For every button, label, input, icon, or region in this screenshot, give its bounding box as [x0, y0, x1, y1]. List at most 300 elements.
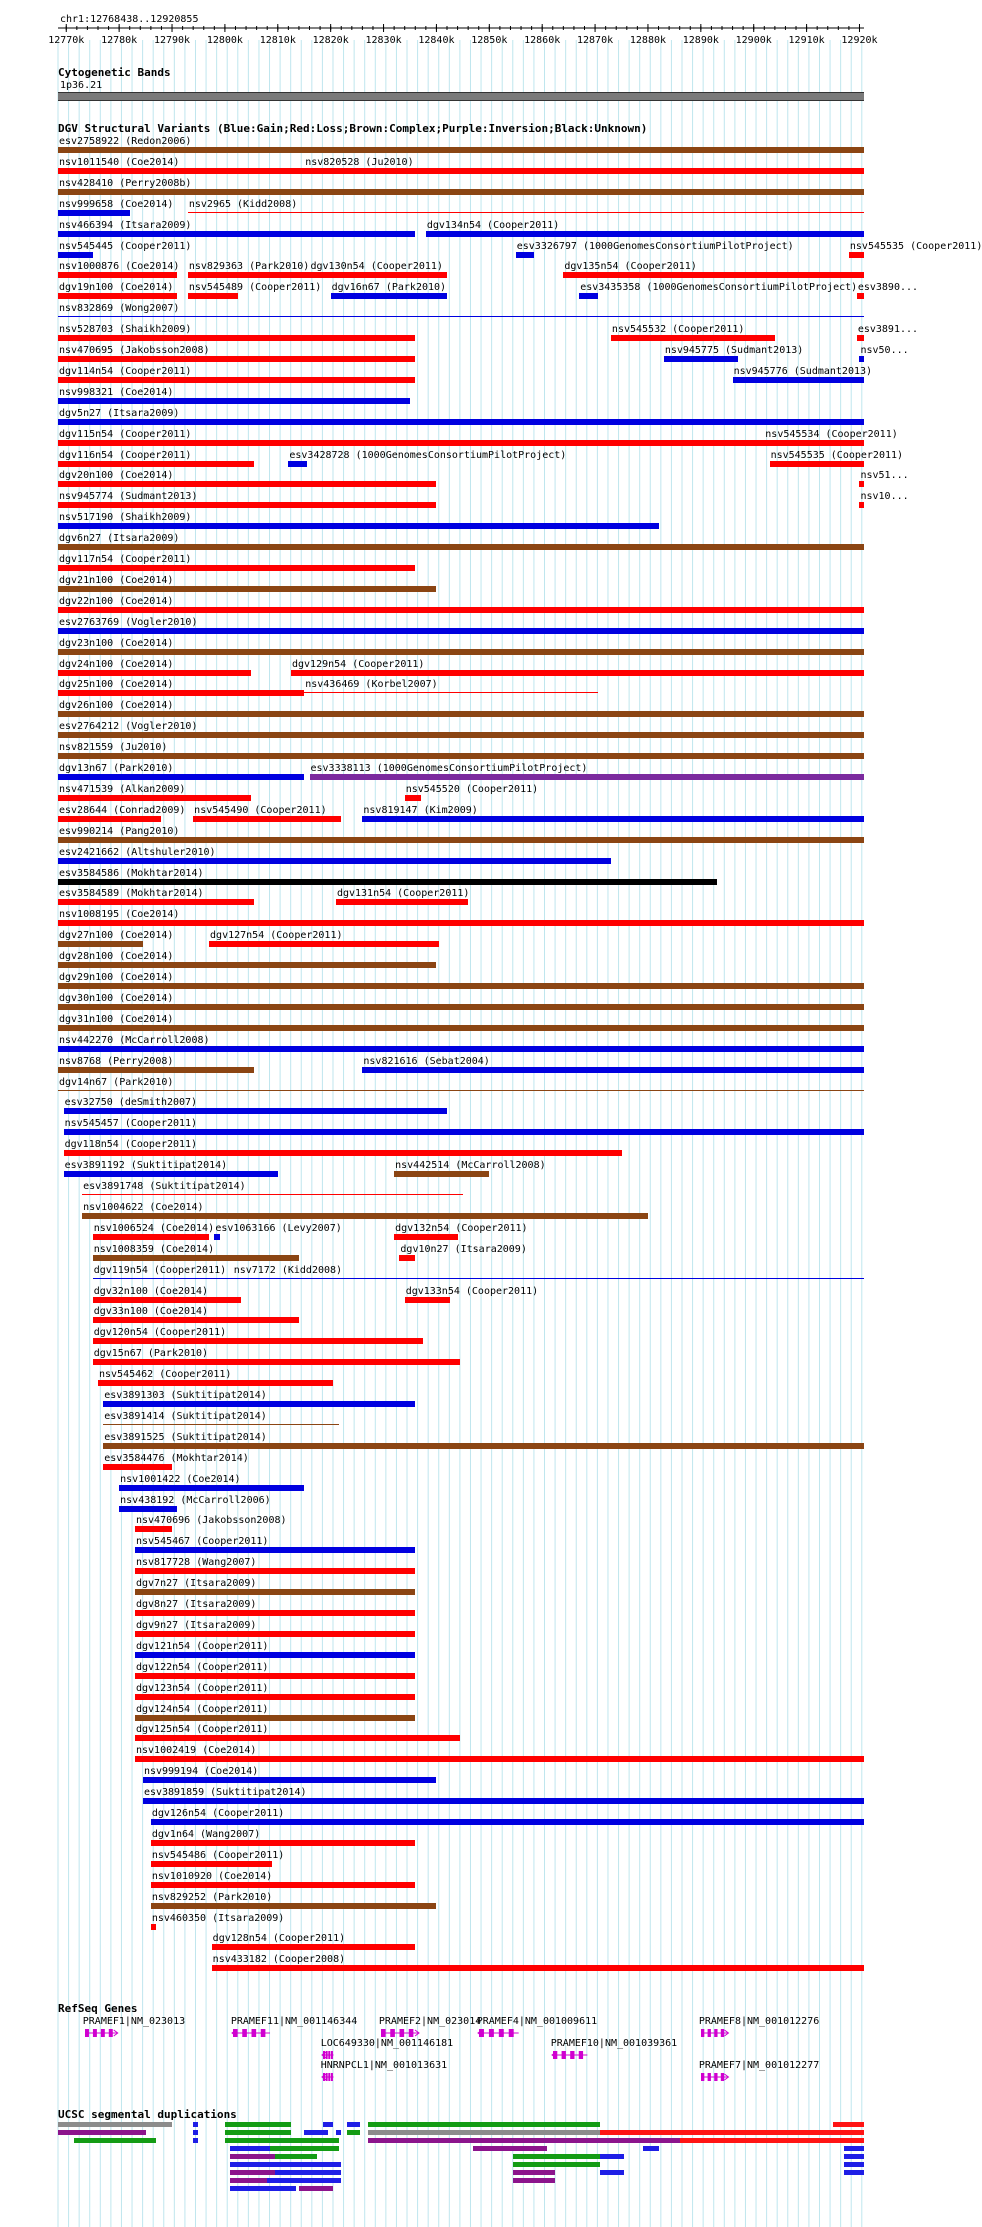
dgv-variant-label[interactable]: dgv130n54 (Cooper2011) — [310, 261, 443, 273]
dgv-variant-label[interactable]: nsv945775 (Sudmant2013) — [664, 345, 804, 356]
dgv-variant-bar[interactable] — [336, 899, 468, 905]
refseq-gene-label[interactable]: PRAMEF10|NM_001039361 — [550, 2038, 678, 2049]
dgv-variant-bar[interactable] — [405, 795, 421, 801]
dgv-variant-bar[interactable] — [64, 1150, 622, 1156]
dgv-variant-label[interactable]: dgv6n27 (Itsara2009) — [59, 533, 180, 545]
dgv-variant-label[interactable]: dgv10n27 (Itsara2009) — [400, 1243, 527, 1255]
dgv-variant-label[interactable]: nsv433182 (Cooper2008) — [212, 1954, 346, 1966]
dgv-variant-bar[interactable] — [58, 293, 177, 299]
dgv-variant-label[interactable]: nsv998321 (Coe2014) — [59, 386, 174, 398]
dgv-variant-label[interactable]: dgv25n100 (Coe2014) — [59, 679, 174, 691]
dgv-variant-bar[interactable] — [93, 1317, 299, 1323]
dgv-variant-label[interactable]: esv3891525 (Suktitipat2014) — [104, 1431, 267, 1443]
dgv-variant-bar[interactable] — [58, 1046, 864, 1052]
dgv-variant-bar[interactable] — [426, 231, 864, 237]
segdup-block[interactable] — [600, 2170, 624, 2175]
dgv-variant-bar[interactable] — [82, 1194, 463, 1195]
dgv-variant-bar[interactable] — [58, 189, 864, 195]
dgv-variant-label[interactable]: dgv132n54 (Cooper2011) — [395, 1222, 528, 1234]
dgv-variant-label[interactable]: nsv466394 (Itsara2009) — [59, 219, 192, 231]
dgv-variant-label[interactable]: dgv15n67 (Park2010) — [93, 1348, 209, 1360]
dgv-variant-bar[interactable] — [291, 670, 864, 676]
dgv-variant-label[interactable]: esv990214 (Pang2010) — [59, 825, 180, 837]
dgv-variant-bar[interactable] — [135, 1756, 864, 1762]
dgv-variant-label[interactable]: nsv999658 (Coe2014) — [59, 198, 174, 210]
dgv-variant-label[interactable]: nsv820528 (Ju2010) — [305, 156, 414, 168]
segdup-block[interactable] — [74, 2138, 156, 2143]
dgv-variant-bar[interactable] — [58, 1025, 864, 1031]
dgv-variant-label[interactable]: dgv31n100 (Coe2014) — [59, 1013, 174, 1025]
dgv-variant-label[interactable]: nsv1008359 (Coe2014) — [93, 1243, 215, 1255]
dgv-variant-label[interactable]: dgv33n100 (Coe2014) — [93, 1306, 209, 1318]
dgv-variant-bar[interactable] — [135, 1547, 415, 1553]
dgv-variant-label[interactable]: dgv21n100 (Coe2014) — [59, 574, 174, 586]
dgv-variant-label[interactable]: nsv832869 (Wong2007) — [59, 303, 180, 315]
dgv-variant-bar[interactable] — [58, 858, 611, 864]
dgv-variant-bar[interactable] — [58, 941, 143, 947]
dgv-variant-label[interactable]: esv3891303 (Suktitipat2014) — [104, 1390, 267, 1401]
refseq-gene-model[interactable] — [698, 2028, 730, 2038]
dgv-variant-label[interactable]: esv3584586 (Mokhtar2014) — [59, 867, 204, 879]
dgv-variant-label[interactable]: dgv120n54 (Cooper2011) — [93, 1327, 227, 1339]
segdup-block[interactable] — [336, 2130, 341, 2135]
dgv-variant-label[interactable]: nsv545520 (Cooper2011) — [405, 783, 539, 795]
dgv-variant-bar[interactable] — [58, 523, 659, 529]
dgv-variant-bar[interactable] — [58, 461, 254, 467]
refseq-gene-model[interactable] — [378, 2028, 421, 2038]
dgv-variant-bar[interactable] — [58, 920, 864, 926]
dgv-variant-label[interactable]: dgv28n100 (Coe2014) — [59, 951, 174, 963]
dgv-variant-bar[interactable] — [399, 1255, 415, 1261]
dgv-variant-bar[interactable] — [516, 252, 535, 258]
dgv-variant-label[interactable]: esv3891192 (Suktitipat2014) — [64, 1160, 228, 1172]
dgv-variant-bar[interactable] — [58, 586, 436, 592]
dgv-variant-label[interactable]: dgv115n54 (Cooper2011) — [59, 428, 192, 440]
dgv-variant-bar[interactable] — [362, 816, 864, 822]
dgv-variant-bar[interactable] — [770, 461, 864, 467]
dgv-variant-bar[interactable] — [58, 565, 415, 571]
dgv-variant-label[interactable]: dgv134n54 (Cooper2011) — [426, 219, 560, 231]
dgv-variant-label[interactable]: dgv125n54 (Cooper2011) — [136, 1724, 269, 1736]
dgv-variant-bar[interactable] — [103, 1443, 864, 1449]
dgv-variant-bar[interactable] — [119, 1485, 304, 1491]
dgv-variant-label[interactable]: nsv470696 (Jakobsson2008) — [136, 1515, 287, 1527]
segdup-block[interactable] — [643, 2146, 659, 2151]
dgv-variant-bar[interactable] — [58, 628, 864, 634]
dgv-variant-label[interactable]: nsv528703 (Shaikh2009) — [59, 324, 192, 336]
dgv-variant-label[interactable]: nsv8768 (Perry2008) — [59, 1055, 174, 1067]
segdup-block[interactable] — [513, 2154, 600, 2159]
dgv-variant-bar[interactable] — [103, 1401, 415, 1407]
dgv-variant-bar[interactable] — [135, 1610, 415, 1616]
dgv-variant-label[interactable]: nsv460350 (Itsara2009) — [151, 1912, 285, 1924]
dgv-variant-bar[interactable] — [93, 1338, 424, 1344]
dgv-variant-label[interactable]: nsv945774 (Sudmant2013) — [59, 491, 198, 503]
dgv-variant-label[interactable]: dgv121n54 (Cooper2011) — [136, 1640, 269, 1652]
dgv-variant-bar[interactable] — [135, 1694, 415, 1700]
dgv-variant-label[interactable]: nsv442514 (McCarroll2008) — [395, 1160, 546, 1172]
dgv-variant-label[interactable]: dgv30n100 (Coe2014) — [59, 992, 174, 1004]
segdup-block[interactable] — [193, 2138, 198, 2143]
dgv-variant-bar[interactable] — [135, 1568, 415, 1574]
dgv-variant-label[interactable]: dgv133n54 (Cooper2011) — [405, 1285, 539, 1297]
dgv-variant-label[interactable]: dgv22n100 (Coe2014) — [59, 595, 174, 607]
base-position-ruler[interactable] — [0, 22, 890, 48]
dgv-variant-label[interactable]: nsv2965 (Kidd2008) — [188, 198, 298, 210]
refseq-gene-model[interactable] — [82, 2028, 120, 2038]
dgv-variant-label[interactable]: esv3435358 (1000GenomesConsortiumPilotProject) — [580, 282, 858, 294]
dgv-variant-bar[interactable] — [103, 1464, 172, 1470]
dgv-variant-label[interactable]: dgv26n100 (Coe2014) — [59, 700, 174, 712]
dgv-variant-bar[interactable] — [58, 481, 436, 487]
dgv-variant-bar[interactable] — [119, 1506, 177, 1512]
dgv-variant-label[interactable]: dgv27n100 (Coe2014) — [59, 930, 174, 942]
dgv-variant-bar[interactable] — [64, 1108, 447, 1114]
dgv-variant-bar[interactable] — [151, 1840, 415, 1846]
dgv-variant-bar[interactable] — [58, 816, 161, 822]
dgv-variant-bar[interactable] — [288, 461, 307, 467]
refseq-gene-label[interactable]: PRAMEF2|NM_023014 — [378, 2016, 482, 2027]
dgv-variant-label[interactable]: dgv16n67 (Park2010) — [331, 282, 447, 294]
dgv-variant-bar[interactable] — [188, 293, 238, 299]
dgv-variant-bar[interactable] — [193, 816, 341, 822]
dgv-variant-bar[interactable] — [143, 1777, 436, 1783]
segdup-block[interactable] — [600, 2154, 624, 2159]
dgv-variant-label[interactable]: nsv545486 (Cooper2011) — [151, 1849, 285, 1861]
dgv-variant-label[interactable]: nsv1011540 (Coe2014) — [59, 156, 180, 168]
refseq-gene-model[interactable] — [320, 2050, 337, 2060]
dgv-variant-label[interactable]: nsv999194 (Coe2014) — [143, 1766, 259, 1778]
dgv-variant-bar[interactable] — [849, 252, 864, 258]
dgv-variant-bar[interactable] — [58, 774, 304, 780]
dgv-variant-label[interactable]: nsv50... — [860, 345, 909, 356]
dgv-variant-label[interactable]: nsv545532 (Cooper2011) — [611, 324, 745, 336]
dgv-variant-bar[interactable] — [209, 941, 439, 947]
segdup-block[interactable] — [193, 2130, 198, 2135]
refseq-gene-label[interactable]: HNRNPCL1|NM_001013631 — [320, 2060, 448, 2071]
segdup-block[interactable] — [844, 2146, 864, 2151]
dgv-variant-label[interactable]: nsv436469 (Korbel2007) — [305, 679, 438, 691]
dgv-variant-bar[interactable] — [64, 1129, 864, 1135]
dgv-variant-bar[interactable] — [58, 1067, 254, 1073]
segdup-block[interactable] — [275, 2154, 317, 2159]
dgv-variant-label[interactable]: esv3338113 (1000GenomesConsortiumPilotProject) — [310, 763, 588, 774]
refseq-gene-model[interactable] — [550, 2050, 590, 2060]
dgv-variant-bar[interactable] — [58, 607, 864, 613]
refseq-gene-model[interactable] — [476, 2028, 522, 2038]
segdup-block[interactable] — [368, 2122, 601, 2127]
segdup-block[interactable] — [513, 2178, 555, 2183]
dgv-variant-bar[interactable] — [103, 1424, 338, 1425]
dgv-variant-label[interactable]: dgv23n100 (Coe2014) — [59, 637, 174, 649]
dgv-variant-label[interactable]: nsv545445 (Cooper2011) — [59, 240, 192, 252]
segdup-block[interactable] — [347, 2130, 360, 2135]
cyto-band-bar[interactable] — [58, 92, 864, 101]
dgv-variant-label[interactable]: dgv123n54 (Cooper2011) — [136, 1682, 269, 1694]
segdup-block[interactable] — [225, 2122, 291, 2127]
dgv-variant-label[interactable]: nsv545489 (Cooper2011) — [188, 282, 322, 294]
dgv-variant-label[interactable]: nsv1010920 (Coe2014) — [151, 1870, 273, 1882]
dgv-variant-label[interactable]: dgv127n54 (Cooper2011) — [210, 930, 343, 942]
dgv-variant-label[interactable]: esv2764212 (Vogler2010) — [59, 721, 198, 733]
refseq-gene-label[interactable]: PRAMEF8|NM_001012276 — [698, 2016, 820, 2027]
dgv-variant-bar[interactable] — [58, 879, 717, 885]
dgv-variant-label[interactable]: dgv122n54 (Cooper2011) — [136, 1661, 269, 1673]
dgv-variant-bar[interactable] — [58, 272, 177, 278]
segdup-block[interactable] — [513, 2170, 555, 2175]
dgv-variant-bar[interactable] — [58, 398, 410, 404]
dgv-variant-bar[interactable] — [58, 544, 864, 550]
dgv-variant-label[interactable]: nsv819147 (Kim2009) — [363, 804, 478, 816]
refseq-gene-label[interactable]: PRAMEF11|NM_001146344 — [230, 2016, 358, 2027]
segdup-block[interactable] — [267, 2178, 341, 2183]
dgv-variant-label[interactable]: dgv119n54 (Cooper2011) — [93, 1264, 227, 1276]
dgv-variant-bar[interactable] — [58, 210, 130, 216]
segdup-block[interactable] — [230, 2162, 341, 2167]
dgv-variant-label[interactable]: dgv29n100 (Coe2014) — [59, 972, 174, 983]
dgv-variant-bar[interactable] — [563, 272, 864, 278]
dgv-variant-label[interactable]: esv3891... — [857, 324, 919, 336]
dgv-variant-bar[interactable] — [58, 753, 864, 759]
dgv-variant-bar[interactable] — [859, 356, 864, 362]
dgv-variant-label[interactable]: nsv438192 (McCarroll2006) — [120, 1494, 271, 1506]
dgv-variant-label[interactable]: dgv7n27 (Itsara2009) — [136, 1578, 257, 1590]
dgv-variant-bar[interactable] — [212, 1944, 416, 1950]
dgv-variant-bar[interactable] — [135, 1589, 415, 1595]
dgv-variant-bar[interactable] — [93, 1359, 461, 1365]
dgv-variant-label[interactable]: dgv8n27 (Itsara2009) — [136, 1599, 257, 1610]
dgv-variant-label[interactable]: nsv545467 (Cooper2011) — [136, 1536, 269, 1548]
dgv-variant-bar[interactable] — [58, 795, 251, 801]
dgv-variant-label[interactable]: nsv1008195 (Coe2014) — [59, 909, 180, 921]
dgv-variant-bar[interactable] — [143, 1798, 864, 1804]
dgv-variant-label[interactable]: dgv128n54 (Cooper2011) — [212, 1933, 346, 1945]
dgv-variant-bar[interactable] — [733, 377, 864, 383]
dgv-variant-bar[interactable] — [58, 983, 864, 989]
dgv-variant-label[interactable]: nsv545534 (Cooper2011) — [765, 428, 898, 440]
dgv-variant-bar[interactable] — [58, 168, 304, 174]
dgv-variant-label[interactable]: dgv32n100 (Coe2014) — [93, 1285, 209, 1297]
dgv-variant-bar[interactable] — [93, 1278, 864, 1279]
dgv-variant-bar[interactable] — [611, 335, 775, 341]
dgv-variant-bar[interactable] — [58, 440, 780, 446]
dgv-variant-bar[interactable] — [58, 316, 864, 317]
refseq-gene-label[interactable]: PRAMEF4|NM_001009611 — [476, 2016, 598, 2027]
dgv-variant-label[interactable]: nsv829363 (Park2010) — [188, 261, 310, 273]
segdup-block[interactable] — [230, 2186, 296, 2191]
segdup-block[interactable] — [680, 2138, 864, 2143]
dgv-variant-bar[interactable] — [93, 1255, 299, 1261]
dgv-variant-label[interactable]: dgv129n54 (Cooper2011) — [292, 658, 425, 670]
segdup-block[interactable] — [275, 2170, 341, 2175]
segdup-block[interactable] — [225, 2138, 273, 2143]
dgv-variant-bar[interactable] — [857, 335, 864, 341]
dgv-variant-bar[interactable] — [859, 481, 864, 487]
dgv-variant-label[interactable]: esv3584476 (Mokhtar2014) — [104, 1452, 249, 1464]
dgv-variant-label[interactable]: dgv117n54 (Cooper2011) — [59, 554, 192, 565]
refseq-gene-label[interactable]: PRAMEF7|NM_001012277 — [698, 2060, 820, 2071]
dgv-variant-label[interactable]: nsv442270 (McCarroll2008) — [59, 1034, 210, 1046]
dgv-variant-bar[interactable] — [58, 231, 415, 237]
dgv-variant-bar[interactable] — [188, 212, 864, 213]
segdup-block[interactable] — [368, 2130, 601, 2135]
dgv-variant-label[interactable]: dgv13n67 (Park2010) — [59, 763, 174, 774]
dgv-variant-bar[interactable] — [214, 1234, 219, 1240]
dgv-variant-label[interactable]: dgv24n100 (Coe2014) — [59, 658, 174, 670]
segdup-block[interactable] — [473, 2146, 547, 2151]
segdup-block[interactable] — [347, 2122, 360, 2127]
dgv-variant-bar[interactable] — [135, 1631, 415, 1637]
dgv-variant-bar[interactable] — [135, 1526, 172, 1532]
dgv-variant-bar[interactable] — [304, 168, 864, 174]
dgv-variant-bar[interactable] — [82, 1213, 648, 1219]
dgv-variant-bar[interactable] — [362, 1067, 864, 1073]
segdup-block[interactable] — [844, 2162, 864, 2167]
dgv-variant-bar[interactable] — [58, 690, 304, 696]
segdup-block[interactable] — [323, 2122, 334, 2127]
refseq-gene-model[interactable] — [320, 2072, 337, 2082]
segdup-block[interactable] — [844, 2154, 864, 2159]
segdup-block[interactable] — [230, 2170, 275, 2175]
dgv-variant-bar[interactable] — [98, 1380, 333, 1386]
dgv-variant-label[interactable]: nsv829252 (Park2010) — [151, 1891, 273, 1903]
dgv-variant-bar[interactable] — [151, 1882, 415, 1888]
dgv-variant-bar[interactable] — [58, 502, 436, 508]
dgv-variant-label[interactable]: dgv114n54 (Cooper2011) — [59, 365, 192, 377]
segdup-block[interactable] — [270, 2146, 339, 2151]
dgv-variant-bar[interactable] — [58, 252, 93, 258]
segdup-block[interactable] — [833, 2122, 864, 2127]
dgv-variant-bar[interactable] — [331, 293, 447, 299]
dgv-variant-bar[interactable] — [405, 1297, 450, 1303]
dgv-variant-label[interactable]: nsv545535 (Cooper2011) — [849, 240, 982, 252]
dgv-variant-label[interactable]: nsv471539 (Alkan2009) — [59, 783, 186, 795]
dgv-variant-bar[interactable] — [310, 272, 447, 278]
dgv-variant-label[interactable]: nsv1004622 (Coe2014) — [83, 1201, 204, 1213]
dgv-variant-label[interactable]: nsv517190 (Shaikh2009) — [59, 512, 192, 524]
dgv-variant-bar[interactable] — [58, 356, 415, 362]
refseq-gene-label[interactable]: PRAMEF1|NM_023013 — [82, 2016, 186, 2027]
dgv-variant-bar[interactable] — [212, 1965, 864, 1971]
dgv-variant-label[interactable]: nsv470695 (Jakobsson2008) — [59, 345, 210, 356]
dgv-variant-label[interactable]: nsv545462 (Cooper2011) — [98, 1369, 232, 1381]
dgv-variant-label[interactable]: esv3428728 (1000GenomesConsortiumPilotProject) — [289, 449, 567, 461]
dgv-variant-bar[interactable] — [58, 335, 415, 341]
refseq-gene-label[interactable]: LOC649330|NM_001146181 — [320, 2038, 454, 2049]
dgv-variant-bar[interactable] — [135, 1735, 460, 1741]
dgv-variant-bar[interactable] — [151, 1903, 437, 1909]
dgv-variant-label[interactable]: nsv10... — [860, 491, 909, 503]
dgv-variant-label[interactable]: nsv1001422 (Coe2014) — [120, 1473, 241, 1485]
dgv-variant-bar[interactable] — [579, 293, 598, 299]
dgv-variant-label[interactable]: nsv1000876 (Coe2014) — [59, 261, 180, 273]
dgv-variant-bar[interactable] — [58, 732, 864, 738]
dgv-variant-label[interactable]: esv2421662 (Altshuler2010) — [59, 846, 216, 858]
dgv-variant-bar[interactable] — [857, 293, 864, 299]
dgv-variant-bar[interactable] — [58, 649, 864, 655]
dgv-variant-bar[interactable] — [58, 147, 864, 153]
dgv-variant-bar[interactable] — [93, 1297, 241, 1303]
segdup-block[interactable] — [844, 2170, 864, 2175]
dgv-variant-label[interactable]: esv3326797 (1000GenomesConsortiumPilotProject) — [516, 240, 794, 252]
dgv-variant-bar[interactable] — [764, 440, 864, 446]
dgv-variant-bar[interactable] — [64, 1171, 278, 1177]
dgv-variant-label[interactable]: esv28644 (Conrad2009) — [59, 804, 186, 816]
dgv-variant-label[interactable]: nsv1002419 (Coe2014) — [136, 1745, 257, 1757]
dgv-variant-label[interactable]: dgv126n54 (Cooper2011) — [151, 1808, 285, 1819]
segdup-block[interactable] — [58, 2122, 172, 2127]
segdup-block[interactable] — [299, 2186, 333, 2191]
dgv-variant-label[interactable]: nsv821559 (Ju2010) — [59, 742, 168, 754]
dgv-variant-bar[interactable] — [151, 1819, 864, 1825]
dgv-variant-label[interactable]: esv3890... — [857, 282, 919, 294]
segdup-block[interactable] — [513, 2162, 600, 2167]
dgv-variant-label[interactable]: esv2758922 (Redon2006) — [59, 136, 192, 147]
dgv-variant-bar[interactable] — [859, 502, 864, 508]
dgv-variant-label[interactable]: dgv118n54 (Cooper2011) — [64, 1139, 198, 1151]
dgv-variant-bar[interactable] — [135, 1652, 415, 1658]
dgv-variant-label[interactable]: esv3891859 (Suktitipat2014) — [143, 1787, 307, 1799]
dgv-variant-bar[interactable] — [135, 1673, 415, 1679]
refseq-gene-model[interactable] — [698, 2072, 730, 2082]
dgv-variant-label[interactable]: dgv9n27 (Itsara2009) — [136, 1619, 257, 1631]
dgv-variant-bar[interactable] — [310, 774, 864, 780]
segdup-block[interactable] — [230, 2178, 267, 2183]
dgv-variant-bar[interactable] — [58, 962, 436, 968]
dgv-variant-bar[interactable] — [394, 1171, 489, 1177]
dgv-variant-label[interactable]: nsv821616 (Sebat2004) — [363, 1055, 490, 1067]
dgv-variant-bar[interactable] — [58, 419, 864, 425]
dgv-variant-label[interactable]: nsv545490 (Cooper2011) — [194, 804, 327, 816]
dgv-variant-label[interactable]: nsv545457 (Cooper2011) — [64, 1118, 198, 1130]
dgv-variant-label[interactable]: esv3584589 (Mokhtar2014) — [59, 888, 204, 900]
segdup-block[interactable] — [230, 2154, 275, 2159]
dgv-variant-label[interactable]: nsv428410 (Perry2008b) — [59, 177, 192, 189]
segdup-block[interactable] — [304, 2130, 328, 2135]
dgv-variant-label[interactable]: esv3891414 (Suktitipat2014) — [104, 1410, 267, 1422]
dgv-variant-bar[interactable] — [58, 1090, 864, 1091]
segdup-block[interactable] — [225, 2130, 291, 2135]
segdup-block[interactable] — [230, 2146, 270, 2151]
dgv-variant-label[interactable]: nsv1006524 (Coe2014) — [93, 1222, 215, 1234]
dgv-variant-label[interactable]: dgv131n54 (Cooper2011) — [336, 888, 470, 900]
dgv-variant-label[interactable]: nsv51... — [860, 470, 909, 482]
dgv-variant-bar[interactable] — [664, 356, 738, 362]
segdup-block[interactable] — [58, 2130, 146, 2135]
dgv-variant-bar[interactable] — [58, 837, 864, 843]
dgv-variant-label[interactable]: esv32750 (deSmith2007) — [64, 1097, 198, 1109]
dgv-variant-bar[interactable] — [58, 899, 254, 905]
dgv-variant-label[interactable]: dgv19n100 (Coe2014) — [59, 282, 174, 294]
segdup-block[interactable] — [368, 2138, 680, 2143]
dgv-variant-bar[interactable] — [135, 1715, 415, 1721]
dgv-variant-bar[interactable] — [394, 1234, 457, 1240]
segdup-block[interactable] — [193, 2122, 198, 2127]
dgv-variant-bar[interactable] — [304, 692, 597, 693]
dgv-variant-label[interactable]: nsv945776 (Sudmant2013) — [733, 365, 873, 377]
dgv-variant-label[interactable]: dgv116n54 (Cooper2011) — [59, 449, 192, 461]
dgv-variant-bar[interactable] — [58, 1004, 864, 1010]
dgv-variant-label[interactable]: dgv1n64 (Wang2007) — [151, 1828, 261, 1840]
cyto-band-label[interactable]: 1p36.21 — [60, 80, 103, 91]
dgv-variant-bar[interactable] — [151, 1924, 156, 1930]
dgv-variant-label[interactable]: esv1063166 (Levy2007) — [215, 1222, 342, 1234]
dgv-variant-label[interactable]: dgv135n54 (Cooper2011) — [564, 261, 697, 273]
dgv-variant-bar[interactable] — [151, 1861, 273, 1867]
dgv-variant-bar[interactable] — [58, 377, 415, 383]
dgv-variant-label[interactable]: esv2763769 (Vogler2010) — [59, 616, 198, 628]
dgv-variant-label[interactable]: nsv545535 (Cooper2011) — [770, 449, 904, 461]
